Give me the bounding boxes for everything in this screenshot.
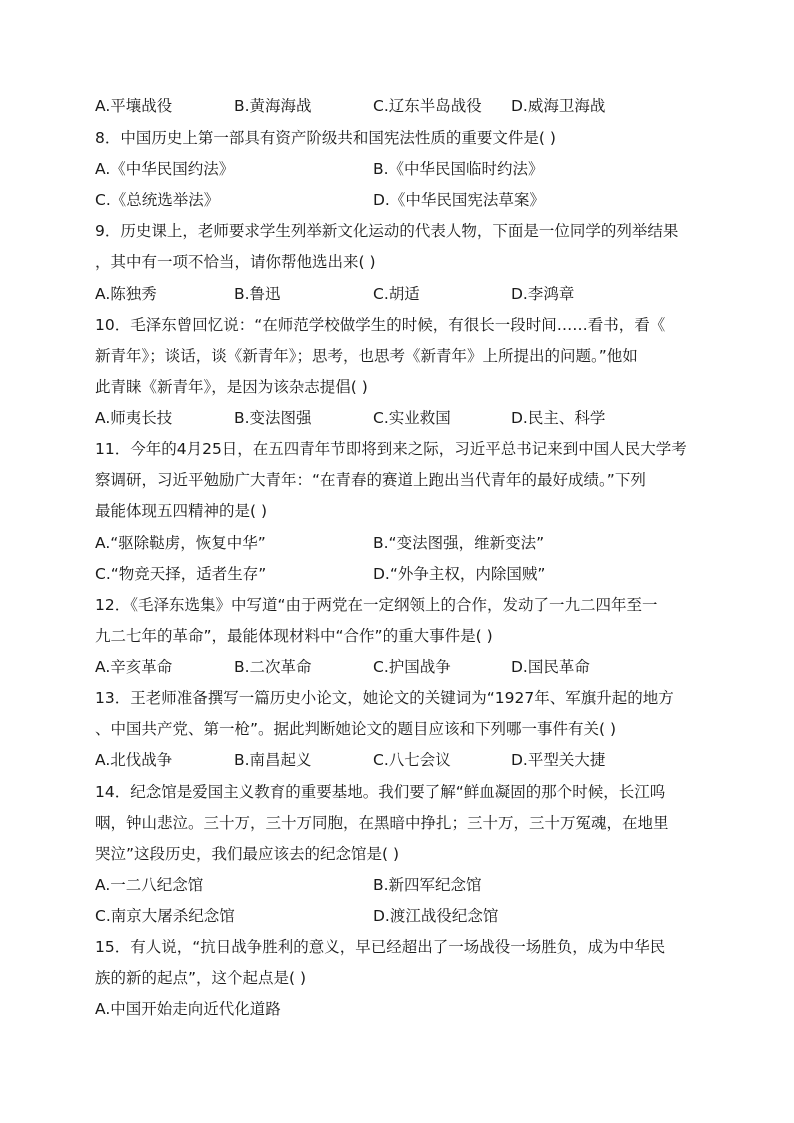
q7-option-c: C.辽东半岛战役 [373,97,482,115]
q13-options [95,750,705,770]
q10-option-c: C.实业救国 [373,409,451,427]
q14-option-b: B.新四军纪念馆 [373,876,482,894]
q11-stem-line: 最能体现五四精神的是( ) [95,502,268,520]
q11-stem-line: 11．今年的4月25日，在五四青年节即将到来之际，习近平总书记来到中国人民大学考 [95,440,687,458]
q14-options-row1 [95,875,705,895]
q8-option-b: B.《中华民国临时约法》 [373,160,544,178]
q12-stem-line: 12．《毛泽东选集》中写道“由于两党在一定纲领上的合作，发动了一九二四年至一 [95,596,658,614]
q15-option-a: A.中国开始走向近代化道路 [95,1000,281,1018]
q8-options-row2 [95,190,705,210]
q14-stem-line: 14．纪念馆是爱国主义教育的重要基地。我们要了解“鲜血凝固的那个时候，长江呜 [95,783,666,801]
q8-option-c: C.《总统选举法》 [95,191,220,209]
q10-option-a: A.师夷长技 [95,409,173,427]
q14-options-row2 [95,906,705,926]
q13-option-b: B.南昌起义 [234,751,312,769]
q11-option-c: C.“物竞天择，适者生存” [95,565,267,583]
q11-option-b: B.“变法图强，维新变法” [373,534,545,552]
q13-option-a: A.北伐战争 [95,751,173,769]
q9-stem-line: ，其中有一项不恰当，请你帮他选出来( ) [95,253,376,271]
q13-option-c: C.八七会议 [373,751,451,769]
q10-options [95,408,705,428]
q15-stem-line: 族的新的起点”，这个起点是( ) [95,969,307,987]
q8-option-a: A.《中华民国约法》 [95,160,235,178]
q10-stem-line: 10．毛泽东曾回忆说：“在师范学校做学生的时候，有很长一段时间……看书，看《 [95,316,666,334]
q9-option-a: A.陈独秀 [95,285,157,303]
q13-option-d: D.平型关大捷 [511,751,606,769]
q12-options [95,657,705,677]
q9-option-d: D.李鸿章 [511,285,575,303]
q12-stem-line: 九二七年的革命”，最能体现材料中“合作”的重大事件是( ) [95,627,493,645]
q15-stem-line: 15．有人说，“抗日战争胜利的意义，早已经超出了一场战役一场胜负，成为中华民 [95,938,666,956]
q14-option-a: A.一二八纪念馆 [95,876,204,894]
q10-stem-line: 新青年》；谈话，谈《新青年》；思考，也思考《新青年》上所提出的问题。”他如 [95,347,638,365]
q8-option-d: D.《中华民国宪法草案》 [373,191,545,209]
q7-options [95,96,705,116]
q10-option-d: D.民主、科学 [511,409,606,427]
q7-option-d: D.威海卫海战 [511,97,606,115]
q12-option-a: A.辛亥革命 [95,658,173,676]
q13-stem-line: 、中国共产党、第一枪”。据此判断她论文的题目应该和下列哪一事件有关( ) [95,720,617,738]
q11-options-row1 [95,533,705,553]
q10-stem-line: 此青睐《新青年》，是因为该杂志提倡( ) [95,378,368,396]
q14-stem-line: 哭泣”这段历史，我们最应该去的纪念馆是( ) [95,845,400,863]
q7-option-a: A.平壤战役 [95,97,173,115]
q11-options-row2 [95,564,705,584]
q14-option-c: C.南京大屠杀纪念馆 [95,907,235,925]
q8-stem: 8．中国历史上第一部具有资产阶级共和国宪法性质的重要文件是( ) [95,129,556,147]
q9-option-c: C.胡适 [373,285,420,303]
q13-stem-line: 13．王老师准备撰写一篇历史小论文，她论文的关键词为“1927年、军旗升起的地方 [95,689,674,707]
q15-options [95,999,705,1019]
q9-options [95,284,705,304]
q7-option-b: B.黄海海战 [234,97,312,115]
q10-option-b: B.变法图强 [234,409,312,427]
q14-option-d: D.渡江战役纪念馆 [373,907,499,925]
q11-option-d: D.“外争主权，内除国贼” [373,565,546,583]
q11-option-a: A.“驱除鞑虏，恢复中华” [95,534,266,552]
q8-options-row1 [95,159,705,179]
q9-option-b: B.鲁迅 [234,285,281,303]
q14-stem-line: 咽，钟山悲泣。三十万，三十万同胞，在黑暗中挣扎；三十万，三十万冤魂，在地里 [95,814,669,832]
q9-stem-line: 9．历史课上，老师要求学生列举新文化运动的代表人物，下面是一位同学的列举结果 [95,222,679,240]
q12-option-c: C.护国战争 [373,658,451,676]
q12-option-d: D.国民革命 [511,658,590,676]
q12-option-b: B.二次革命 [234,658,312,676]
q11-stem-line: 察调研，习近平勉励广大青年：“在青春的赛道上跑出当代青年的最好成绩。”下列 [95,471,646,489]
